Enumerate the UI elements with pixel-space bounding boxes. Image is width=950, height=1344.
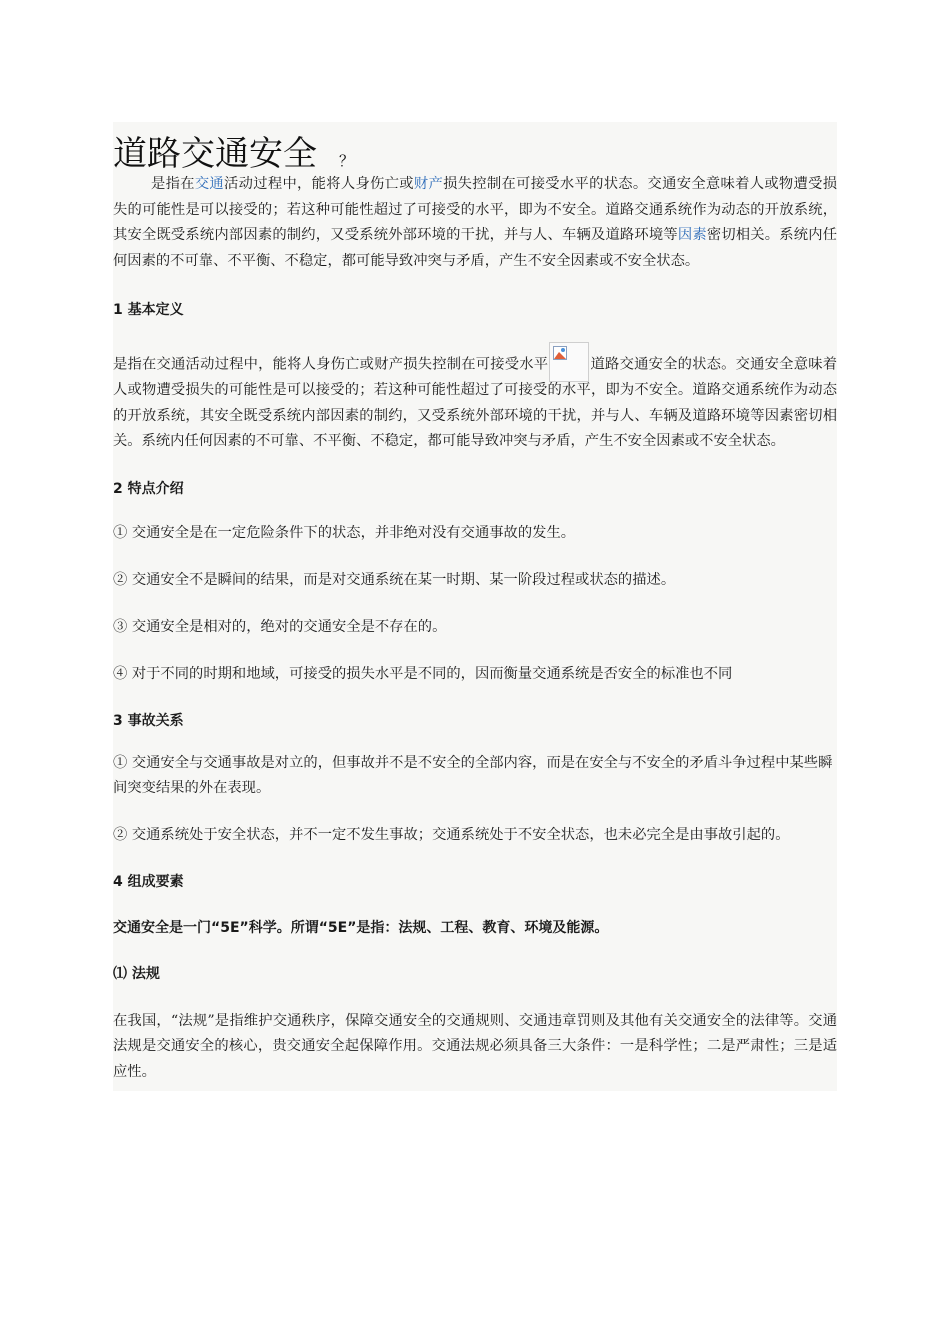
intro-text-4: 密切相关。系统内任何因素的不可靠、不平衡、不稳定，都可能导致冲突与矛盾，产生不安全因素或不安全状态。 [113,227,838,269]
section-heading-features: 2 特点介绍 [113,480,184,497]
law-paragraph: 在我国，“法规”是指维护交通秩序，保障交通安全的交通规则、交通违章罚则及其他有关交通安全的法律等。交通法规是交通安全的核心，贵交通安全起保障作用。交通法规必须具备三大条件：一是科学性；二是严肃性；三是适应性。 [113,1012,837,1080]
intro-text-1: 是指在 [151,176,195,192]
feature-item-1: ① 交通安全是在一定危险条件下的状态，并非绝对没有交通事故的发生。 [113,524,576,541]
title-mark: ？ [339,152,355,170]
intro-text-2: 活动过程中，能将人身伤亡或 [224,176,414,192]
link-factor[interactable]: 因素 [677,227,707,243]
definition-text-2: 道路交通安全的状态。交通安全意味着人或物遭受损失的可能性是可以接受的；若这种可能性超过了可接受的水平，即为不安全。道路交通系统作为动态的开放系统，其安全既受系统内部因素的制约，又受系统外部环境的干扰，并与人、车辆及道路环境等因素密切相关。系统内任何因素的不可靠、不平衡、不稳定，都可能导致冲突与矛盾，产生不安全因素或不安全状态。 [113,356,838,449]
section-heading-definition: 1 基本定义 [113,302,184,318]
title-row [113,122,837,172]
subheading-law: ⑴ 法规 [113,965,160,982]
page-title: 道路交通安全 [113,134,317,174]
link-traffic[interactable]: 交通 [194,176,225,192]
definition-text-1: 是指在交通活动过程中，能将人身伤亡或财产损失控制在可接受水平 [113,356,549,373]
accident-item-2: ② 交通系统处于安全状态，并不一定不发生事故；交通系统处于不安全状态，也未必完全是由事故引起的。 [113,826,790,843]
document-page [113,122,837,1091]
definition-paragraph [113,342,837,455]
intro-paragraph [113,172,837,274]
link-property[interactable]: 财产 [413,176,444,192]
intro-text-3: 损失控制在可接受水平的状态。交通安全意味着人或物遭受损失的可能性是可以接受的；若这种可能性超过了可接受的水平，即为不安全。道路交通系统作为动态的开放系统，其安全既受系统内部因素的制约，又受系统外部环境的干扰，并与人、车辆及道路环境等 [113,176,838,243]
feature-item-2: ② 交通安全不是瞬间的结果，而是对交通系统在某一时期、某一阶段过程或状态的描述。 [113,571,676,588]
section-heading-accident: 3 事故关系 [113,712,184,729]
broken-image-icon [549,342,589,382]
feature-item-3: ③ 交通安全是相对的，绝对的交通安全是不存在的。 [113,618,447,635]
elements-lead: 交通安全是一门“5E”科学。所谓“5E”是指：法规、工程、教育、环境及能源。 [113,919,609,936]
section-heading-elements: 4 组成要素 [113,873,184,890]
accident-item-1: ① 交通安全与交通事故是对立的，但事故并不是不安全的全部内容，而是在安全与不安全的矛盾斗争过程中某些瞬间突变结果的外在表现。 [113,754,833,796]
feature-item-4: ④ 对于不同的时期和地域，可接受的损失水平是不同的，因而衡量交通系统是否安全的标准也不同 [113,665,733,682]
